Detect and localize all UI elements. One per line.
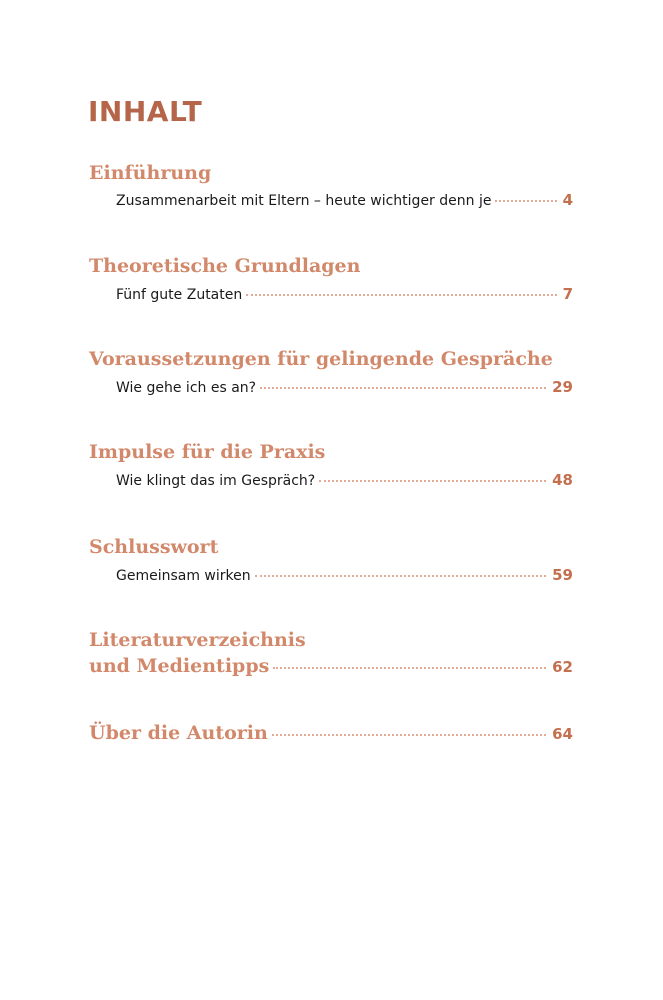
page-number: 62	[552, 658, 573, 676]
toc-entry-label: Wie klingt das im Gespräch?	[116, 473, 316, 489]
toc-entry-row[interactable]	[116, 378, 573, 396]
dot-leader	[246, 293, 556, 296]
toc-main-label: Über die Autorin	[89, 722, 268, 744]
section-heading-literaturverzeichnis[interactable]: Literaturverzeichnis	[89, 629, 306, 651]
page-number: 7	[562, 285, 573, 303]
dot-leader	[272, 733, 546, 736]
dot-leader	[255, 574, 546, 577]
section-heading-voraussetzungen[interactable]: Voraussetzungen für gelingende Gespräche	[89, 348, 553, 370]
dot-leader	[495, 199, 556, 202]
page-number: 59	[552, 566, 573, 584]
dot-leader	[273, 666, 546, 669]
section-heading-einfuehrung[interactable]: Einführung	[89, 162, 212, 184]
toc-main-label: und Medientipps	[89, 655, 270, 677]
dot-leader	[319, 479, 546, 482]
page-title: INHALT	[88, 95, 203, 128]
section-heading-schlusswort[interactable]: Schlusswort	[89, 536, 219, 558]
toc-main-row-autorin[interactable]	[89, 722, 573, 744]
toc-entry-row[interactable]	[116, 285, 573, 303]
toc-entry-label: Wie gehe ich es an?	[116, 380, 257, 396]
section-heading-theoretische-grundlagen[interactable]: Theoretische Grundlagen	[89, 255, 361, 277]
page-number: 64	[552, 725, 573, 743]
toc-entry-row[interactable]	[116, 191, 573, 209]
toc-entry-label: Fünf gute Zutaten	[116, 287, 243, 303]
page-number: 4	[562, 191, 573, 209]
toc-entry-row[interactable]	[116, 471, 573, 489]
toc-entry-row[interactable]	[116, 566, 573, 584]
dot-leader	[260, 386, 546, 389]
toc-entry-label: Zusammenarbeit mit Eltern – heute wichtiger denn je	[116, 193, 492, 209]
page-number: 29	[552, 378, 573, 396]
section-heading-impulse[interactable]: Impulse für die Praxis	[89, 441, 326, 463]
toc-entry-label: Gemeinsam wirken	[116, 568, 251, 584]
page-number: 48	[552, 471, 573, 489]
toc-main-row-literatur[interactable]	[89, 655, 573, 677]
